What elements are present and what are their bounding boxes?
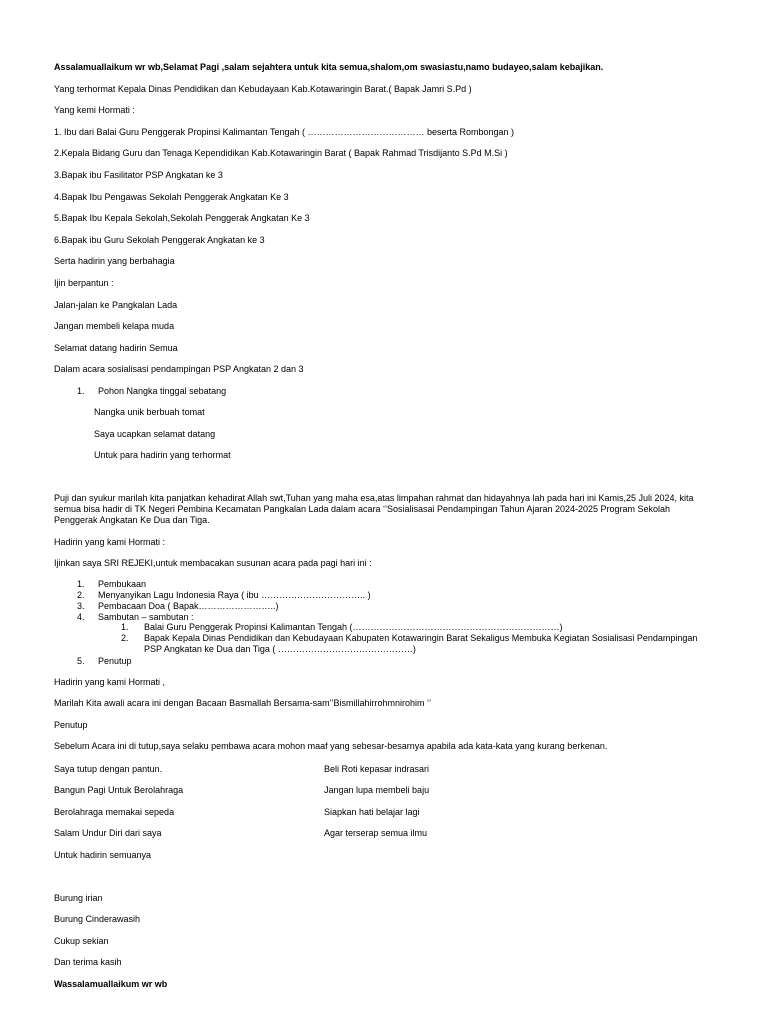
agenda-item: Penutup <box>98 656 132 666</box>
greeting: Assalamuallaikum wr wb,Selamat Pagi ,salam sejahtera untuk kita semua,shalom,om swasiastu,namo budayeo,salam kebajikan. <box>54 62 604 72</box>
agenda-item: Sambutan – sambutan : <box>98 612 194 622</box>
sub-agenda-number: 1. <box>121 622 129 632</box>
final-pantun-line: Dan terima kasih <box>54 957 122 967</box>
pantun2-line-2: Nangka unik berbuah tomat <box>94 407 205 417</box>
agenda-item: Pembukaan <box>98 579 147 589</box>
closing-left-line: Untuk hadirin semuanya <box>54 850 152 860</box>
attendees-line: Serta hadirin yang berbahagia <box>54 256 175 266</box>
honored-item-2: 2.Kepala Bidang Guru dan Tenaga Kependidikan Kab.Kotawaringin Barat ( Bapak Rahmad Trisdijanto S.Pd M.Si ) <box>54 148 508 158</box>
honored-item-6: 6.Bapak ibu Guru Sekolah Penggerak Angkatan ke 3 <box>54 235 265 245</box>
agenda-item: Menyanyikan Lagu Indonesia Raya ( ibu …………………………….. ) <box>98 590 371 600</box>
gratitude-paragraph: Puji dan syukur marilah kita panjatkan kehadirat Allah swt,Tuhan yang maha esa,atas limpahan rahmat dan hidayahnya lah pada hari ini Kamis,25 Juli 2024, kita semua bisa hadir di TK Negeri Pembina Kecamatan Pangkalan Lada dalam acara ‘’Sosialisasai Pendampingan Tahun Ajaran 2024-2025 Program Sekolah Penggerak Angkatan Ke Dua dan Tiga. <box>54 493 694 525</box>
pantun2-line-4: Untuk para hadirin yang terhormat <box>94 450 231 460</box>
agenda-number: 2. <box>77 590 85 600</box>
pantun1-line-2: Jangan membeli kelapa muda <box>54 321 175 331</box>
final-pantun-line: Cukup sekian <box>54 936 109 946</box>
pantun2-line-3: Saya ucapkan selamat datang <box>94 429 216 439</box>
closing-left-line: Bangun Pagi Untuk Berolahraga <box>54 785 184 795</box>
honored-item-1: 1. Ibu dari Balai Guru Penggerak Propinsi Kalimantan Tengah ( ………………………………… beserta Rombongan ) <box>54 127 515 137</box>
closing-left-line: Berolahraga memakai sepeda <box>54 807 175 817</box>
pantun1-line-3: Selamat datang hadirin Semua <box>54 343 178 353</box>
agenda-number: 5. <box>77 656 85 666</box>
agenda-number: 3. <box>77 601 85 611</box>
farewell: Wassalamuallaikum wr wb <box>54 979 168 989</box>
closing-apology: Sebelum Acara ini di tutup,saya selaku pembawa acara mohon maaf yang sebesar-besarnya apabila ada kata-kata yang kurang berkenan. <box>54 741 608 751</box>
respected-label: Yang kemi Hormati : <box>54 105 135 115</box>
pantun2-line-1: Pohon Nangka tinggal sebatang <box>98 386 227 396</box>
opening-prayer: Marilah Kita awali acara ini dengan Bacaan Basmallah Bersama-sam’’Bismillahirrohmnirohim ‘’ <box>54 698 431 708</box>
pantun-intro: Ijin berpantun : <box>54 278 114 288</box>
closing-right-line: Agar terserap semua ilmu <box>324 828 428 838</box>
agenda-item: Pembacaan Doa ( Bapak……………………..) <box>98 601 279 611</box>
closing-left-line: Saya tutup dengan pantun. <box>54 764 163 774</box>
closing-left-line: Salam Undur Diri dari saya <box>54 828 162 838</box>
honored-item-3: 3.Bapak ibu Fasilitator PSP Angkatan ke 3 <box>54 170 223 180</box>
sub-agenda-item-cont: PSP Angkatan ke Dua dan Tiga ( ………………………………………) <box>144 644 416 654</box>
agenda-number: 1. <box>77 579 85 589</box>
sub-agenda-number: 2. <box>121 633 129 643</box>
pantun1-line-1: Jalan-jalan ke Pangkalan Lada <box>54 300 178 310</box>
closing-right-line: Siapkan hati belajar lagi <box>324 807 420 817</box>
sub-agenda-item: Balai Guru Penggerak Propinsi Kalimantan Tengah (……………………………………………………………) <box>144 622 563 632</box>
pantun1-line-4: Dalam acara sosialisasi pendampingan PSP Angkatan 2 dan 3 <box>54 364 304 374</box>
respected-head: Yang terhormat Kepala Dinas Pendidikan dan Kebudayaan Kab.Kotawaringin Barat.( Bapak Jamri S.Pd ) <box>54 84 472 94</box>
final-pantun-line: Burung Cinderawasih <box>54 914 141 924</box>
honored-item-4: 4.Bapak Ibu Pengawas Sekolah Penggerak Angkatan Ke 3 <box>54 192 289 202</box>
agenda-intro: Ijinkan saya SRI REJEKI,untuk membacakan susunan acara pada pagi hari ini : <box>54 558 372 568</box>
closing-title: Penutup <box>54 720 88 730</box>
pantun2-number: 1. <box>77 386 85 396</box>
final-pantun-line: Burung irian <box>54 893 103 903</box>
closing-right-line: Jangan lupa membeli baju <box>324 785 430 795</box>
audience-label-1: Hadirin yang kami Hormati : <box>54 537 166 547</box>
honored-item-5: 5.Bapak Ibu Kepala Sekolah,Sekolah Penggerak Angkatan Ke 3 <box>54 213 310 223</box>
agenda-number: 4. <box>77 612 85 622</box>
audience-label-2: Hadirin yang kami Hormati , <box>54 677 166 687</box>
sub-agenda-item: Bapak Kepala Dinas Pendidikan dan Kebudayaan Kabupaten Kotawaringin Barat Sekaligus Membuka Kegiatan Sosialisasi Pendampingan <box>144 633 698 643</box>
closing-right-line: Beli Roti kepasar indrasari <box>324 764 430 774</box>
